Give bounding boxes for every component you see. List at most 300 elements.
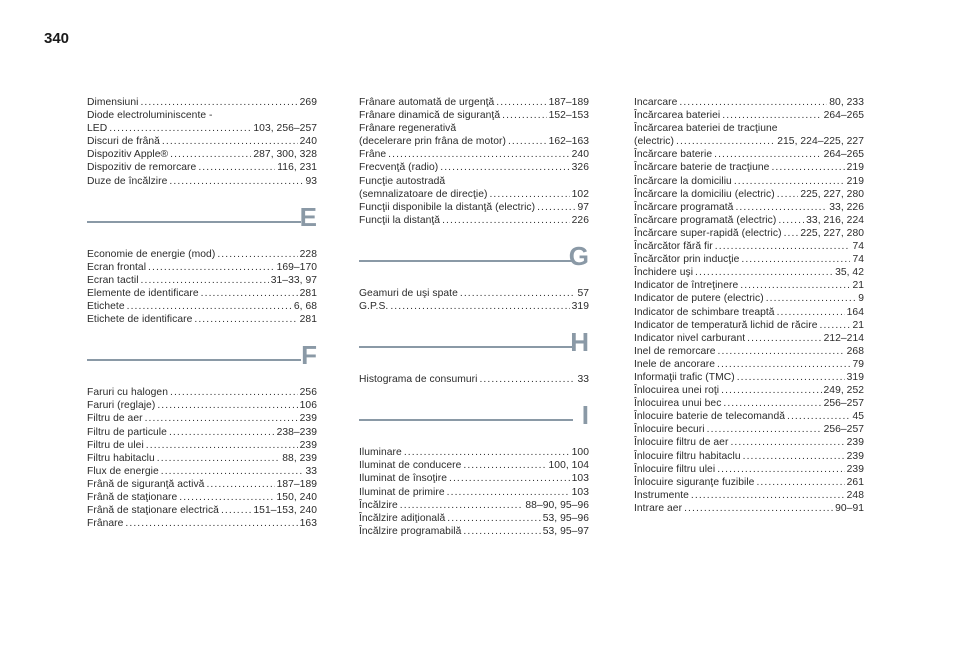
entry-term: Discuri de frână — [87, 136, 160, 148]
entry-term: Histograma de consumuri — [359, 374, 478, 386]
dot-leader — [161, 465, 304, 478]
entry-pages: 100 — [571, 447, 589, 459]
entry-pages: 264–265 — [823, 110, 864, 122]
entry-pages: 239 — [299, 439, 317, 451]
entry-term: Încălzire programabilă — [359, 525, 462, 537]
index-entry — [359, 300, 589, 313]
dot-leader — [502, 109, 546, 122]
index-entry — [634, 319, 864, 332]
entry-term: Funcţii la distanţă — [359, 214, 441, 226]
dot-leader — [400, 499, 524, 512]
entry-term: Închidere uşi — [634, 267, 694, 279]
dot-leader — [695, 266, 833, 279]
index-column-2 — [359, 96, 589, 538]
dot-leader — [717, 358, 850, 371]
entry-term: G.P.S. — [359, 301, 389, 313]
entry-term: Încărcare la domiciliu (electric) — [634, 188, 775, 200]
entry-term: Iluminat de primire — [359, 486, 445, 498]
entry-pages: 33 — [305, 465, 317, 477]
entry-pages: 219 — [846, 162, 864, 174]
entry-term: Iluminat de conducere — [359, 460, 462, 472]
entry-term: Funcţie autostradă — [359, 175, 446, 187]
entry-pages: 256 — [299, 387, 317, 399]
entry-pages: 256–257 — [823, 398, 864, 410]
dot-leader — [125, 517, 297, 530]
dot-leader — [679, 96, 827, 109]
dot-leader — [722, 109, 821, 122]
entry-term: Indicator nivel carburant — [634, 332, 746, 344]
dot-leader — [194, 313, 297, 326]
entry-term: Filtru de ulei — [87, 439, 144, 451]
index-entry — [359, 373, 589, 386]
index-section-h — [359, 325, 589, 386]
entry-pages: 45 — [852, 411, 864, 423]
dot-leader — [169, 175, 303, 188]
dot-leader — [777, 188, 799, 201]
entry-pages: 53, 95–96 — [542, 512, 589, 524]
dot-leader — [766, 292, 857, 305]
dot-leader — [141, 274, 269, 287]
entry-pages: 80, 233 — [829, 97, 864, 108]
entry-term: Încărcare programată (electric) — [634, 214, 777, 226]
dot-leader — [714, 148, 821, 161]
index-entry — [359, 109, 589, 122]
entry-pages: 264–265 — [823, 149, 864, 161]
index-entry — [87, 248, 317, 261]
entry-term: Încărcare baterie de tracţiune — [634, 162, 770, 174]
dot-leader — [169, 426, 275, 439]
entry-term: Filtru de particule — [87, 426, 167, 438]
entry-pages: 215, 224–225, 227 — [777, 136, 864, 148]
index-entry — [359, 446, 589, 459]
entry-term: (electric) — [634, 136, 674, 148]
entry-pages: 163 — [299, 518, 317, 530]
entry-pages: 225, 227, 280 — [800, 227, 864, 239]
section-letter: F — [301, 340, 317, 371]
entry-pages: 6, 68 — [293, 301, 317, 313]
entry-pages: 226 — [571, 214, 589, 226]
entry-term: Frână de staţionare — [87, 491, 178, 503]
entry-term: Frecvenţă (radio) — [359, 162, 439, 174]
index-entry — [634, 161, 864, 174]
entry-term: Indicator de temperatură lichid de răcire — [634, 319, 818, 331]
entry-pages: 187–189 — [276, 478, 317, 490]
dot-leader — [217, 248, 297, 261]
entry-pages: 9 — [858, 293, 864, 305]
entry-pages: 35, 42 — [835, 267, 864, 279]
index-entry — [634, 450, 864, 463]
entry-term: Înlocuirea unei roţi — [634, 385, 720, 397]
entry-term: Înlocuirea unui bec — [634, 398, 722, 410]
index-entry — [634, 96, 864, 109]
section-letter: I — [581, 400, 589, 431]
dot-leader — [447, 486, 570, 499]
entry-term: (decelerare prin frâna de motor) — [359, 136, 506, 148]
entry-pages: 102 — [571, 188, 589, 200]
entry-term: Intrare aer — [634, 502, 683, 514]
dot-leader — [449, 472, 570, 485]
index-entry — [634, 175, 864, 188]
dot-leader — [718, 345, 845, 358]
index-entry — [87, 439, 317, 452]
section-divider — [359, 346, 573, 348]
entry-pages: 281 — [299, 314, 317, 326]
entry-pages: 151–153, 240 — [253, 505, 317, 517]
index-section-continued — [87, 96, 317, 188]
entry-pages: 162–163 — [548, 136, 589, 148]
index-entry — [87, 274, 317, 287]
entry-pages: 97 — [577, 201, 589, 213]
index-entry — [359, 486, 589, 499]
dot-leader — [442, 214, 570, 227]
dot-leader — [787, 410, 850, 423]
index-section-i — [359, 398, 589, 538]
dot-leader — [537, 201, 575, 214]
index-entry — [634, 358, 864, 371]
entry-pages: 239 — [846, 450, 864, 462]
entry-term: Diode electroluminiscente - — [87, 110, 213, 122]
entry-term: Încărcare programată — [634, 201, 734, 213]
dot-leader — [715, 240, 851, 253]
entry-term: Înlocuire baterie de telecomandă — [634, 411, 786, 423]
index-entry — [87, 175, 317, 188]
section-letter: G — [568, 240, 589, 271]
section-divider — [87, 221, 301, 223]
entry-term: (semnalizatoare de direcţie) — [359, 188, 488, 200]
dot-leader — [479, 373, 575, 386]
entry-term: Filtru habitaclu — [87, 452, 155, 464]
dot-leader — [771, 161, 844, 174]
dot-leader — [140, 96, 297, 109]
dot-leader — [737, 371, 845, 384]
section-header — [359, 325, 589, 371]
entry-pages: 169–170 — [276, 261, 317, 273]
dot-leader — [730, 436, 844, 449]
entry-pages: 33 — [577, 374, 589, 386]
entry-term: Faruri cu halogen — [87, 387, 168, 399]
dot-leader — [463, 525, 540, 538]
entry-term: Încărcarea bateriei — [634, 110, 721, 122]
index-entry — [359, 175, 589, 201]
entry-pages: 33, 226 — [829, 201, 864, 213]
entry-pages: 249, 252 — [823, 385, 864, 397]
entry-pages: 152–153 — [548, 110, 589, 122]
index-entry — [87, 465, 317, 478]
index-entry — [87, 300, 317, 313]
entry-pages: 268 — [846, 345, 864, 357]
index-entry — [359, 96, 589, 109]
entry-pages: 256–257 — [823, 424, 864, 436]
dot-leader — [747, 332, 821, 345]
section-letter: E — [299, 201, 317, 232]
index-entry — [634, 253, 864, 266]
dot-leader — [206, 478, 274, 491]
index-entry — [634, 371, 864, 384]
index-entry — [634, 463, 864, 476]
entry-term: Dimensiuni — [87, 97, 139, 108]
entry-term: Faruri (reglaje) — [87, 400, 156, 412]
entry-pages: 240 — [571, 149, 589, 161]
section-header — [87, 338, 317, 384]
entry-pages: 239 — [299, 413, 317, 425]
dot-leader — [723, 397, 821, 410]
dot-leader — [717, 463, 844, 476]
index-section-f — [87, 338, 317, 530]
entry-term: Duze de încălzire — [87, 175, 168, 187]
entry-pages: 100, 104 — [548, 460, 589, 472]
index-entry — [634, 279, 864, 292]
entry-pages: 33, 216, 224 — [806, 214, 864, 226]
index-entry — [87, 491, 317, 504]
section-header — [87, 200, 317, 246]
entry-pages: 88, 239 — [282, 452, 317, 464]
dot-leader — [109, 122, 251, 135]
index-entry — [359, 525, 589, 538]
index-entry — [87, 148, 317, 161]
entry-term: Funcţii disponibile la distanţă (electric) — [359, 201, 536, 213]
dot-leader — [721, 384, 821, 397]
entry-pages: 74 — [852, 254, 864, 266]
dot-leader — [170, 148, 251, 161]
entry-pages: 103, 256–257 — [253, 123, 317, 135]
entry-term: Instrumente — [634, 489, 689, 501]
entry-term: Încărcător prin inducţie — [634, 254, 740, 266]
entry-pages: 106 — [299, 400, 317, 412]
index-entry — [359, 214, 589, 227]
entry-term: Indicator de schimbare treaptă — [634, 306, 775, 318]
entry-term: Filtru de aer — [87, 413, 143, 425]
index-entry — [359, 161, 589, 174]
entry-pages: 248 — [846, 489, 864, 501]
entry-term: Încălzire — [359, 499, 398, 511]
entry-term: LED — [87, 123, 108, 135]
entry-term: Dispozitiv de remorcare — [87, 162, 197, 174]
entry-term: Inele de ancorare — [634, 358, 715, 370]
dot-leader — [201, 287, 298, 300]
entry-term: Elemente de identificare — [87, 287, 199, 299]
index-section-e — [87, 200, 317, 327]
dot-leader — [784, 227, 799, 240]
page-number: 340 — [44, 30, 70, 47]
entry-term: Încărcare baterie — [634, 149, 713, 161]
entry-term: Încărcare super-rapidă (electric) — [634, 227, 782, 239]
index-entry — [634, 109, 864, 122]
dot-leader — [691, 489, 845, 502]
index-entry — [87, 504, 317, 517]
entry-term: Frânare automată de urgenţă — [359, 97, 495, 108]
index-entry — [634, 332, 864, 345]
dot-leader — [496, 96, 546, 109]
index-entry — [634, 476, 864, 489]
index-entry — [87, 517, 317, 530]
entry-term: Încărcare la domiciliu — [634, 175, 732, 187]
section-header — [359, 239, 589, 285]
index-entry — [634, 345, 864, 358]
entry-term: Indicator de putere (electric) — [634, 293, 764, 305]
index-entry — [634, 122, 864, 148]
entry-pages: 187–189 — [548, 97, 589, 108]
section-header — [359, 398, 589, 444]
entry-pages: 212–214 — [823, 332, 864, 344]
dot-leader — [735, 201, 827, 214]
dot-leader — [388, 148, 570, 161]
dot-leader — [146, 439, 298, 452]
entry-term: Ecran tactil — [87, 274, 139, 286]
index-entry — [634, 292, 864, 305]
index-entry — [634, 201, 864, 214]
entry-term: Frânare — [87, 518, 124, 530]
entry-term: Înlocuire siguranţe fuzibile — [634, 476, 755, 488]
index-section-g — [359, 239, 589, 313]
dot-leader — [198, 161, 275, 174]
index-entry — [87, 426, 317, 439]
dot-leader — [777, 306, 845, 319]
entry-term: Frână de staţionare electrică — [87, 505, 219, 517]
dot-leader — [676, 135, 775, 148]
index-entry — [634, 148, 864, 161]
entry-pages: 103 — [571, 486, 589, 498]
dot-leader — [404, 446, 570, 459]
entry-pages: 219 — [846, 175, 864, 187]
dot-leader — [447, 512, 540, 525]
dot-leader — [179, 491, 274, 504]
index-entry — [87, 386, 317, 399]
entry-term: Înlocuire becuri — [634, 424, 705, 436]
entry-pages: 239 — [846, 463, 864, 475]
dot-leader — [127, 300, 292, 313]
entry-pages: 21 — [852, 319, 864, 331]
index-entry — [359, 148, 589, 161]
dot-leader — [756, 476, 844, 489]
index-entry — [87, 109, 317, 135]
index-entry — [87, 452, 317, 465]
entry-pages: 53, 95–97 — [542, 525, 589, 537]
dot-leader — [508, 135, 547, 148]
index-entry — [359, 499, 589, 512]
index-entry — [634, 188, 864, 201]
index-entry — [87, 135, 317, 148]
entry-pages: 103 — [571, 473, 589, 485]
entry-pages: 164 — [846, 306, 864, 318]
section-divider — [359, 419, 573, 421]
index-entry — [87, 287, 317, 300]
dot-leader — [740, 279, 850, 292]
entry-term: Frâne — [359, 149, 387, 161]
dot-leader — [390, 300, 569, 313]
index-entry — [634, 384, 864, 397]
entry-pages: 281 — [299, 287, 317, 299]
entry-term: Incarcare — [634, 97, 678, 108]
entry-term: Încărcător fără fir — [634, 241, 713, 253]
dot-leader — [819, 319, 850, 332]
entry-pages: 319 — [571, 301, 589, 313]
entry-term: Frânare dinamică de siguranţă — [359, 110, 501, 122]
entry-term: Frânare regenerativă — [359, 123, 457, 135]
dot-leader — [463, 459, 546, 472]
index-entry — [634, 306, 864, 319]
index-column-3 — [634, 96, 864, 515]
index-section-continued — [634, 96, 864, 515]
dot-leader — [684, 502, 833, 515]
entry-pages: 319 — [846, 371, 864, 383]
entry-pages: 21 — [852, 280, 864, 292]
dot-leader — [707, 423, 822, 436]
entry-term: Înlocuire filtru ulei — [634, 463, 716, 475]
entry-pages: 238–239 — [276, 426, 317, 438]
index-entry — [87, 261, 317, 274]
entry-term: Înlocuire filtru de aer — [634, 437, 729, 449]
entry-pages: 74 — [852, 241, 864, 253]
section-divider — [87, 359, 301, 361]
entry-pages: 261 — [846, 476, 864, 488]
entry-pages: 225, 227, 280 — [800, 188, 864, 200]
index-entry — [359, 459, 589, 472]
index-entry — [634, 410, 864, 423]
section-divider — [359, 260, 573, 262]
dot-leader — [734, 175, 845, 188]
dot-leader — [489, 188, 569, 201]
entry-term: Inel de remorcare — [634, 345, 716, 357]
entry-term: Iluminat de însoţire — [359, 473, 447, 485]
index-entry — [359, 122, 589, 148]
entry-term: Economie de energie (mod) — [87, 248, 216, 260]
entry-pages: 240 — [299, 136, 317, 148]
entry-term: Informaţii trafic (TMC) — [634, 371, 735, 383]
index-entry — [634, 489, 864, 502]
index-entry — [87, 399, 317, 412]
dot-leader — [778, 214, 804, 227]
entry-pages: 90–91 — [835, 502, 864, 514]
index-entry — [87, 96, 317, 109]
entry-pages: 88–90, 95–96 — [525, 499, 589, 511]
index-entry — [634, 227, 864, 240]
entry-term: Etichete — [87, 301, 125, 313]
entry-term: Flux de energie — [87, 465, 159, 477]
index-entry — [87, 313, 317, 326]
entry-term: Încărcarea bateriei de tracţiune — [634, 123, 778, 135]
entry-term: Dispozitiv Apple® — [87, 149, 169, 161]
dot-leader — [145, 412, 298, 425]
index-entry — [359, 472, 589, 485]
index-column-1 — [87, 96, 317, 530]
entry-pages: 228 — [299, 248, 317, 260]
index-section-continued — [359, 96, 589, 227]
index-entry — [359, 512, 589, 525]
index-entry — [634, 214, 864, 227]
index-entry — [634, 397, 864, 410]
entry-term: Indicator de întreţinere — [634, 280, 739, 292]
index-entry — [359, 201, 589, 214]
entry-term: Etichete de identificare — [87, 314, 193, 326]
index-entry — [87, 161, 317, 174]
dot-leader — [741, 253, 850, 266]
entry-pages: 57 — [577, 287, 589, 299]
entry-term: Frână de siguranţă activă — [87, 478, 205, 490]
index-entry — [634, 436, 864, 449]
dot-leader — [157, 452, 281, 465]
index-entry — [634, 423, 864, 436]
dot-leader — [440, 161, 569, 174]
entry-pages: 239 — [846, 437, 864, 449]
entry-term: Ecran frontal — [87, 261, 147, 273]
entry-term: Înlocuire filtru habitaclu — [634, 450, 741, 462]
entry-pages: 31–33, 97 — [270, 274, 317, 286]
dot-leader — [221, 504, 251, 517]
index-entry — [87, 412, 317, 425]
entry-term: Geamuri de uşi spate — [359, 287, 458, 299]
entry-term: Încălzire adiţională — [359, 512, 446, 524]
entry-pages: 150, 240 — [276, 491, 317, 503]
